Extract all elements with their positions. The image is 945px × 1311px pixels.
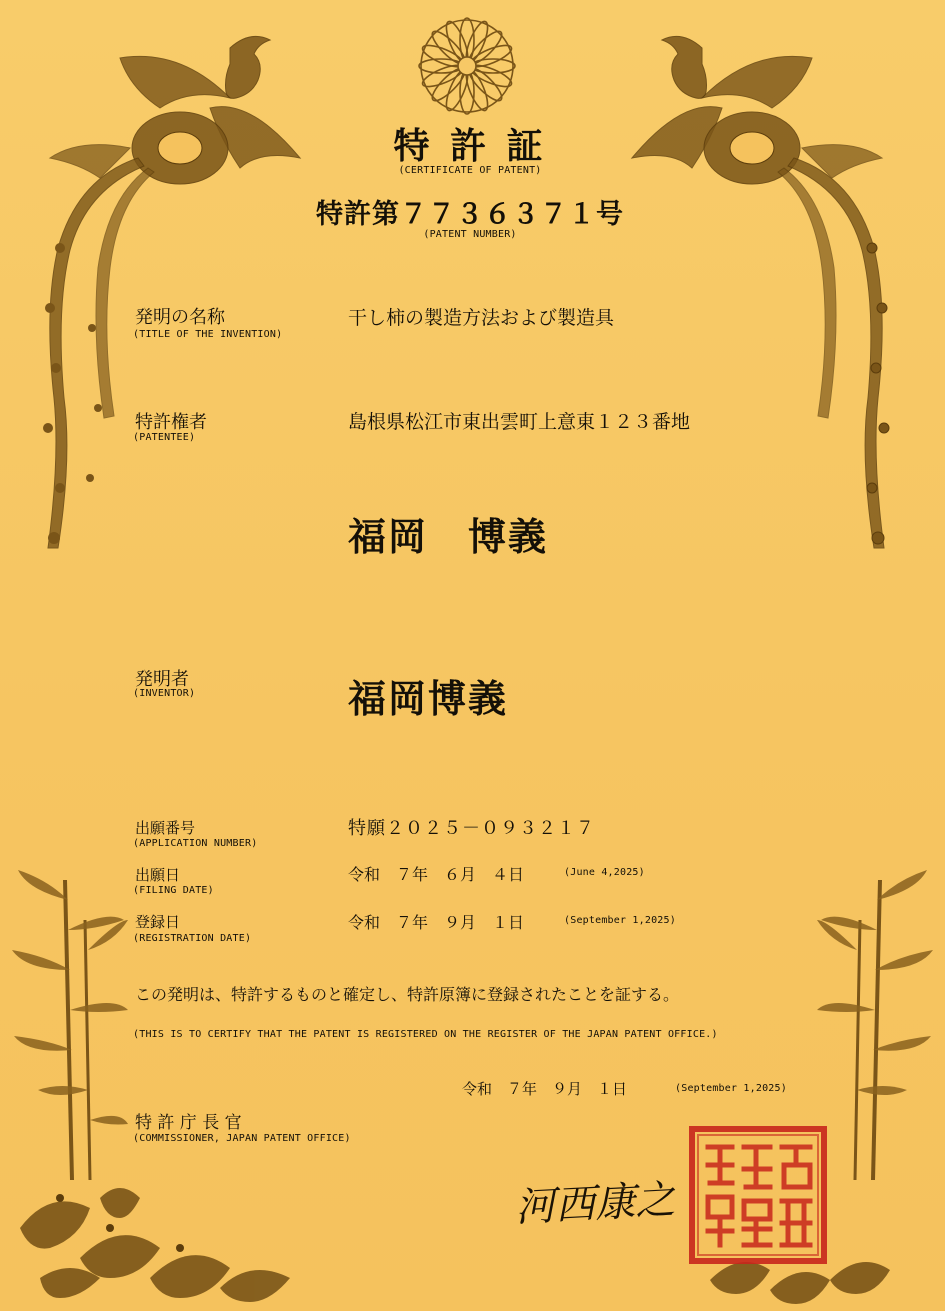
commissioner-title-en: (COMMISSIONER, JAPAN PATENT OFFICE)	[133, 1133, 351, 1144]
phoenix-right-icon	[612, 28, 912, 568]
registration-date-label: 登録日	[135, 913, 181, 931]
registration-date-label-en: (REGISTRATION DATE)	[133, 933, 252, 944]
patentee-address: 島根県松江市東出雲町上意東１２３番地	[348, 411, 691, 433]
commissioner-signature: 河西康之	[514, 1176, 677, 1232]
certificate-title-en: (CERTIFICATE OF PATENT)	[398, 165, 542, 176]
certification-date-en: (September 1,2025)	[675, 1083, 787, 1094]
phoenix-left-icon	[20, 28, 320, 568]
registration-date: 令和 ７年 ９月 １日	[348, 913, 525, 932]
application-number: 特願２０２５－０９３２１７	[348, 818, 595, 839]
patentee-label-en: (PATENTEE)	[133, 432, 196, 443]
patent-number-en: (PATENT NUMBER)	[423, 229, 517, 240]
invention-title-label-en: (TITLE OF THE INVENTION)	[133, 329, 283, 340]
patentee-name: 福岡 博義	[348, 515, 549, 559]
official-seal	[688, 1125, 828, 1265]
certification-statement-en: (THIS IS TO CERTIFY THAT THE PATENT IS REGISTERED ON THE REGISTER OF THE JAPAN PATENT OFFICE.)	[133, 1029, 718, 1040]
inventor-label-en: (INVENTOR)	[133, 688, 196, 699]
commissioner-title: 特 許 庁 長 官	[135, 1113, 242, 1133]
bamboo-icon	[10, 860, 130, 1180]
application-number-label-en: (APPLICATION NUMBER)	[133, 838, 258, 849]
filing-date-label-en: (FILING DATE)	[133, 885, 214, 896]
certification-date: 令和 ７年 ９月 １日	[462, 1080, 628, 1098]
filing-date-label: 出願日	[135, 866, 181, 884]
application-number-label: 出願番号	[135, 819, 196, 837]
inventor-name: 福岡博義	[348, 677, 509, 721]
certificate-title: 特 許 証	[393, 126, 547, 167]
invention-title-label: 発明の名称	[135, 307, 225, 328]
paulownia-leaves-icon	[0, 1168, 320, 1308]
invention-title: 干し柿の製造方法および製造具	[348, 307, 615, 329]
filing-date-en: (June 4,2025)	[564, 867, 645, 878]
patent-number: 特許第７７３６３７１号	[316, 199, 624, 230]
bamboo-icon	[815, 860, 935, 1180]
inventor-label: 発明者	[135, 669, 189, 690]
filing-date: 令和 ７年 ６月 ４日	[348, 865, 525, 884]
patentee-label: 特許権者	[135, 412, 207, 433]
chrysanthemum-emblem-icon	[417, 16, 517, 116]
registration-date-en: (September 1,2025)	[564, 915, 676, 926]
certification-statement: この発明は、特許するものと確定し、特許原簿に登録されたことを証する。	[135, 985, 680, 1004]
